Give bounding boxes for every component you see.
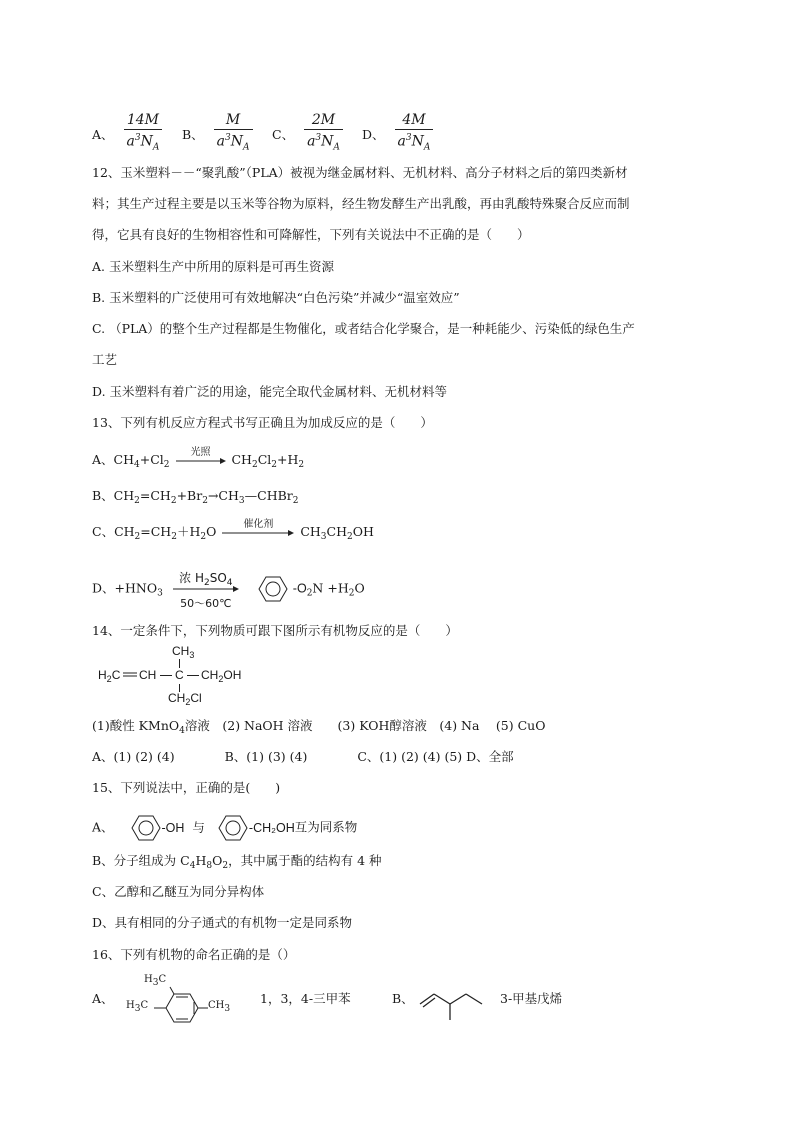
q13-stem: 13、下列有机反应方程式书写正确且为加成反应的是（ ） xyxy=(92,415,433,430)
q11-option-a[interactable]: A、 $\frac{14M}{a^3N_A}$ xyxy=(92,112,162,156)
q12-option-a[interactable]: A. 玉米塑料生产中所用的原料是可再生资源 xyxy=(92,259,334,274)
benzene-ring-icon xyxy=(249,574,293,604)
q14-structure-diagram: $CH_3$ $H_2C$ CH C $CH_2OH$ $CH_2Cl$ xyxy=(98,644,242,707)
q16-stem: 16、下列有机物的命名正确的是（） xyxy=(92,947,296,962)
q11-option-c[interactable]: C、 $\frac{2M}{a^3N_A}$ xyxy=(272,112,343,156)
q16-option-b-structure xyxy=(418,982,498,1022)
q16-option-b-label[interactable]: B、 xyxy=(392,991,414,1006)
q16-option-a-label[interactable]: A、 xyxy=(92,991,114,1006)
q14-stem: 14、一定条件下，下列物质可跟下图所示有机物反应的是（ ） xyxy=(92,623,458,638)
q15-option-b[interactable]: B、分子组成为 $C_4H_8O_2$，其中属于酯的结构有 4 种 xyxy=(92,853,382,871)
q12-option-d[interactable]: D. 玉米塑料有着广泛的用途，能完全取代金属材料、无机材料等 xyxy=(92,384,448,399)
q12-stem-line3: 得，它具有良好的生物相容性和可降解性，下列有关说法中不正确的是（ ） xyxy=(92,227,530,242)
q12-option-c-line1[interactable]: C. （PLA）的整个生产过程都是生物催化，或者结合化学聚合，是一种耗能少、污染低的绿色生产 xyxy=(92,321,635,336)
q12-option-b[interactable]: B. 玉米塑料的广泛使用可有效地解决“白色污染”并减少“温室效应” xyxy=(92,290,460,305)
q13-option-c[interactable]: C、$CH_2=CH_2+H_2O$ 催化剂 $CH_3CH_2OH$ xyxy=(92,518,374,542)
q16-option-b-name: 3-甲基戊烯 xyxy=(500,991,563,1006)
q12-option-c-line2[interactable]: 工艺 xyxy=(92,352,118,367)
q15-option-c[interactable]: C、乙醇和乙醚互为同分异构体 xyxy=(92,884,265,899)
q11-option-d[interactable]: D、 $\frac{4M}{a^3N_A}$ xyxy=(362,112,433,156)
reaction-arrow: 光照 xyxy=(176,457,226,465)
q16-option-a-name: 1，3，4-三甲苯 xyxy=(260,991,351,1006)
fraction: $\frac{M}{a^3N_A}$ xyxy=(214,112,253,156)
fraction: $\frac{4M}{a^3N_A}$ xyxy=(395,112,434,156)
q12-stem-line1: 12、玉米塑料－－“聚乳酸”（PLA）被视为继金属材料、无机材料、高分子材料之后的第四类新材 xyxy=(92,165,628,180)
q13-option-a[interactable]: A、$CH_4+Cl_2$ 光照 $CH_2Cl_2+H_2$ xyxy=(92,446,305,470)
q14-items: (1)酸性 KMnO$_4$溶液 (2) NaOH 溶液 (3) KOH醇溶液 (4) Na (5) CuO xyxy=(92,718,546,736)
q15-option-d[interactable]: D、具有相同的分子通式的有机物一定是同系物 xyxy=(92,915,353,930)
q13-option-d[interactable]: D、$+HNO_3$ 浓 $H_2SO_4$ 50～60℃ $-O_2N +H_2O$ xyxy=(92,571,365,610)
q16-option-a-structure: $H_3C$ $H_3C$ $CH_3$ xyxy=(126,972,246,1032)
q13-option-b[interactable]: B、$CH_2=CH_2+Br_2\to CH_3—CHBr_2$ xyxy=(92,488,299,506)
q12-stem-line2: 料；其生产过程主要是以玉米等谷物为原料，经生物发酵生产出乳酸，再由乳酸特殊聚合反应而制 xyxy=(92,196,630,211)
reaction-arrow: 催化剂 xyxy=(222,529,294,537)
q14-options[interactable]: A、(1) (2) (4) B、(1) (3) (4) C、(1) (2) (4) (5) D、全部 xyxy=(92,749,514,764)
q11-option-b[interactable]: B、 $\frac{M}{a^3N_A}$ xyxy=(182,112,253,156)
reaction-arrow: 浓 $H_2SO_4$ 50～60℃ xyxy=(173,585,239,593)
fraction: $\frac{14M}{a^3N_A}$ xyxy=(124,112,163,156)
q15-option-a[interactable]: A、 -OH 与 -CH₂OH互为同系物 xyxy=(92,813,357,843)
fraction: $\frac{2M}{a^3N_A}$ xyxy=(304,112,343,156)
q15-stem: 15、下列说法中，正确的是( ) xyxy=(92,780,281,795)
